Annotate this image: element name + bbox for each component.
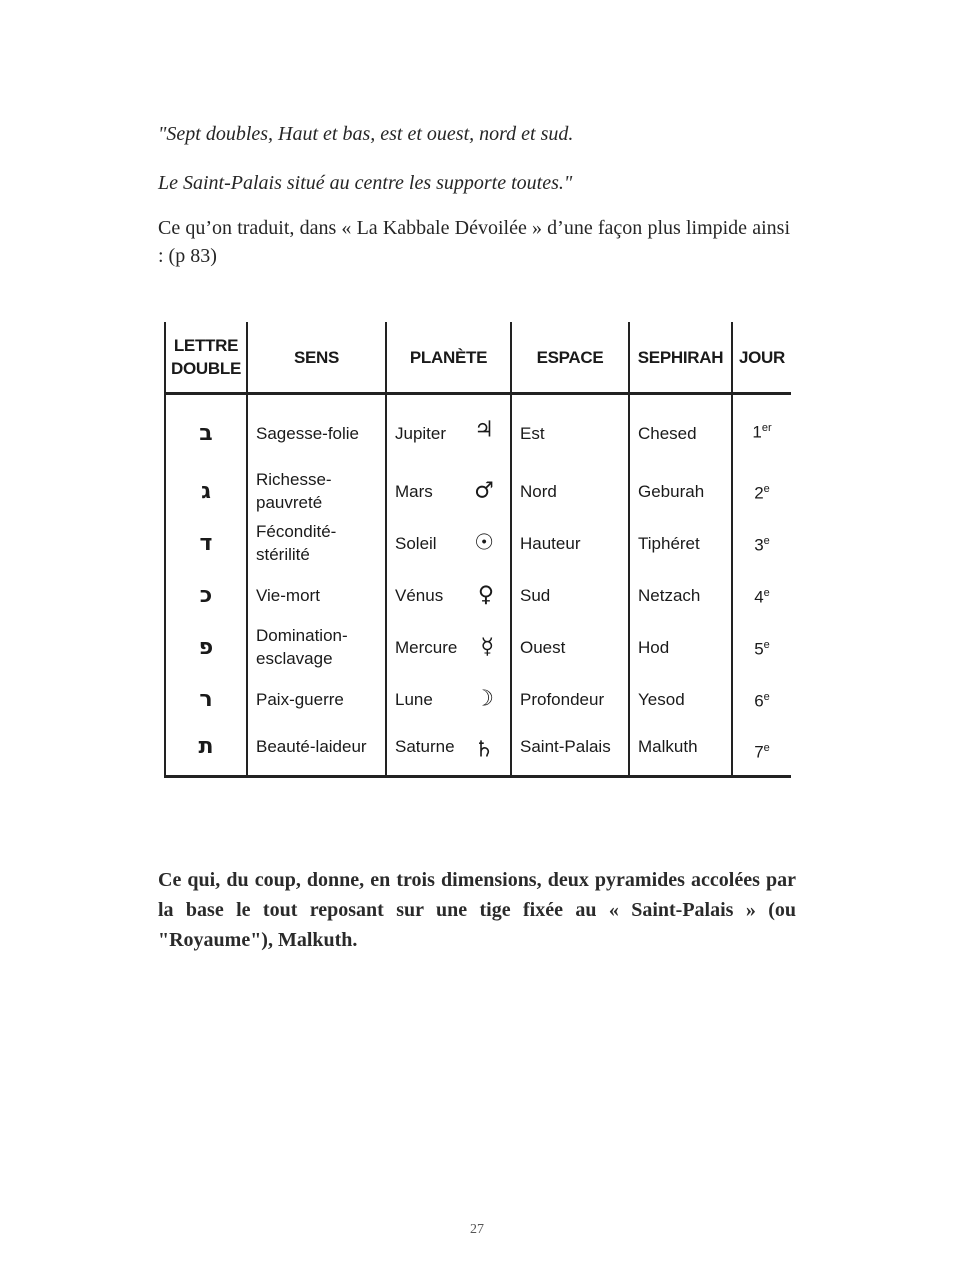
sephirah-cell: Geburah — [629, 465, 732, 517]
table-row — [165, 725, 791, 777]
hebrew-letter: פ — [165, 621, 247, 673]
correspondence-table — [164, 322, 791, 778]
jour-suffix: e — [763, 638, 770, 651]
planet-name: Mercure — [395, 637, 458, 657]
page-number: 27 — [470, 1222, 484, 1237]
table-row — [165, 517, 791, 569]
hebrew-letter: ד — [165, 517, 247, 569]
sens-cell — [247, 621, 386, 673]
planet-cell — [386, 465, 511, 517]
sens-line-1: Paix-guerre — [256, 689, 344, 709]
header-sens: SENS — [247, 322, 386, 394]
table-row — [165, 394, 791, 466]
sens-cell — [247, 517, 386, 569]
espace-cell: Ouest — [511, 621, 629, 673]
quote-line-2: Le Saint-Palais situé au centre les supporte toutes." — [158, 172, 573, 194]
sephirah-cell: Yesod — [629, 673, 732, 725]
jour-number: 6 — [754, 691, 764, 711]
sens-line-1: Sagesse-folie — [256, 423, 360, 443]
planet-name: Soleil — [395, 533, 437, 553]
correspondence-table-figure — [164, 322, 790, 768]
jupiter-symbol-icon: ♃ — [474, 417, 494, 443]
table-row — [165, 465, 791, 517]
saturn-symbol-icon: ♄ — [474, 737, 494, 763]
conclusion-paragraph: Ce qui, du coup, donne, en trois dimensions, deux pyramides accolées par la base le tout reposant sur une tige fixée au « Saint-Palais » (ou "Royaume"), Malkuth. — [158, 869, 796, 951]
jour-suffix: e — [763, 690, 770, 703]
hebrew-letter: ג — [165, 465, 247, 517]
jour-suffix: e — [763, 586, 770, 599]
espace-cell: Hauteur — [511, 517, 629, 569]
sephirah-cell: Tiphéret — [629, 517, 732, 569]
espace-cell: Nord — [511, 465, 629, 517]
sephirah-cell: Hod — [629, 621, 732, 673]
sens-line-1: Vie-mort — [256, 585, 320, 605]
jour-cell — [732, 569, 791, 621]
table-row — [165, 569, 791, 621]
planet-cell — [386, 517, 511, 569]
jour-cell — [732, 621, 791, 673]
espace-cell: Profondeur — [511, 673, 629, 725]
espace-cell: Est — [511, 394, 629, 466]
jour-suffix: e — [763, 482, 770, 495]
jour-cell — [732, 673, 791, 725]
sens-line-1: Richesse- — [256, 470, 332, 489]
planet-cell — [386, 569, 511, 621]
moon-symbol-icon: ☽ — [474, 686, 494, 712]
sens-line-2: stérilité — [256, 545, 310, 564]
planet-name: Vénus — [395, 585, 444, 605]
hebrew-letter: ב — [165, 394, 247, 466]
mars-symbol-icon: ♂ — [474, 478, 494, 504]
planet-name: Jupiter — [395, 423, 447, 443]
hebrew-letter: ר — [165, 673, 247, 725]
jour-number: 3 — [754, 535, 764, 555]
table-row — [165, 621, 791, 673]
planet-name: Mars — [395, 481, 433, 501]
header-lettre-double — [165, 322, 247, 394]
sens-cell — [247, 465, 386, 517]
planet-cell — [386, 621, 511, 673]
planet-name: Saturne — [395, 736, 455, 756]
jour-cell — [732, 517, 791, 569]
jour-number: 7 — [754, 742, 764, 762]
planet-cell — [386, 725, 511, 777]
sephirah-cell: Netzach — [629, 569, 732, 621]
sens-cell — [247, 394, 386, 466]
jour-suffix: er — [761, 421, 772, 434]
jour-suffix: e — [763, 534, 770, 547]
jour-cell — [732, 725, 791, 777]
header-jour: JOUR — [732, 322, 791, 394]
sens-line-1: Fécondité- — [256, 522, 337, 541]
jour-cell — [732, 465, 791, 517]
intro-paragraph: Ce qu’on traduit, dans « La Kabbale Dévoilée » d’une façon plus limpide ainsi : (p 83) — [158, 217, 790, 267]
jour-number: 5 — [754, 639, 764, 659]
sephirah-cell: Malkuth — [629, 725, 732, 777]
planet-cell — [386, 394, 511, 466]
jour-number: 1 — [752, 422, 762, 442]
quote-line-1: "Sept doubles, Haut et bas, est et ouest, nord et sud. — [158, 123, 574, 145]
mercury-symbol-icon: ☿ — [480, 634, 494, 660]
header-lettre-line1: LETTRE — [173, 336, 239, 355]
sun-symbol-icon: ☉ — [474, 530, 494, 556]
header-espace: ESPACE — [511, 322, 629, 394]
venus-symbol-icon: ♀ — [477, 582, 494, 608]
sephirah-cell: Chesed — [629, 394, 732, 466]
table-header-row — [165, 322, 791, 394]
jour-suffix: e — [763, 741, 770, 754]
sens-cell — [247, 569, 386, 621]
table-row — [165, 673, 791, 725]
sens-line-2: esclavage — [256, 649, 333, 668]
header-planete: PLANÈTE — [386, 322, 511, 394]
planet-cell — [386, 673, 511, 725]
sens-cell — [247, 725, 386, 777]
jour-number: 2 — [754, 483, 764, 503]
sens-line-1: Domination- — [256, 626, 348, 645]
header-sephirah: SEPHIRAH — [629, 322, 732, 394]
hebrew-letter: ת — [165, 725, 247, 777]
hebrew-letter: כ — [165, 569, 247, 621]
espace-cell: Sud — [511, 569, 629, 621]
sens-line-2: pauvreté — [256, 493, 323, 512]
jour-number: 4 — [754, 587, 764, 607]
sens-line-1: Beauté-laideur — [256, 736, 367, 756]
planet-name: Lune — [395, 689, 433, 709]
espace-cell: Saint-Palais — [511, 725, 629, 777]
sens-cell — [247, 673, 386, 725]
header-lettre-line2: DOUBLE — [171, 359, 241, 378]
jour-cell — [732, 394, 791, 466]
